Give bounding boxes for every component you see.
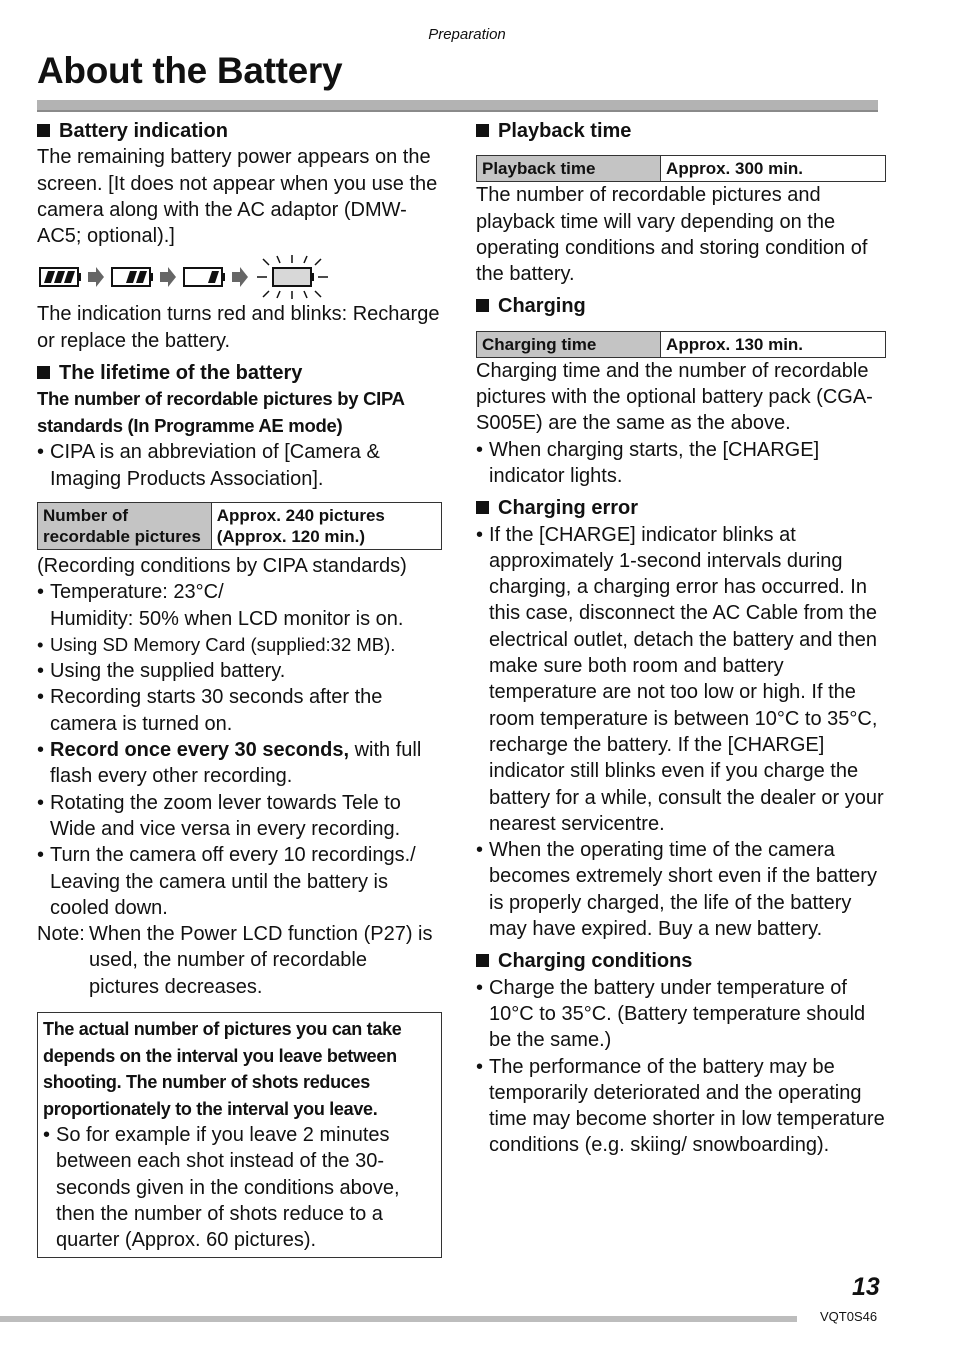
list-item: • Rotating the zoom lever towards Tele to Wide and vice versa in every recording. bbox=[37, 790, 442, 843]
interval-notice-heading: The actual number of pictures you can take depends on the interval you leave between shooting. The number of shots reduces proportionately to the interval you leave. bbox=[43, 1019, 402, 1119]
playback-time-section bbox=[476, 118, 886, 287]
playback-time-table bbox=[476, 155, 886, 182]
recording-conditions-intro: (Recording conditions by CIPA standards) bbox=[37, 554, 407, 577]
footer-rule bbox=[0, 1316, 797, 1322]
list-item: • CIPA is an abbreviation of [Camera & Imaging Products Association]. bbox=[37, 439, 442, 492]
charging-error-list bbox=[476, 522, 886, 943]
list-item: • So for example if you leave 2 minutes between each shot instead of the 30-seconds given in the conditions above, then the number of shots reduce to a quarter (Approx. 60 pictures). bbox=[43, 1122, 436, 1253]
list-item: • When charging starts, the [CHARGE] indicator lights. bbox=[476, 437, 886, 490]
section-label: Preparation bbox=[428, 26, 506, 43]
playback-time-heading: Playback time bbox=[476, 118, 886, 144]
list-item: • Record once every 30 seconds, with full flash every other recording. bbox=[37, 737, 442, 790]
charging-conditions-section bbox=[476, 948, 886, 1158]
list-item: • Turn the camera off every 10 recordings./ Leaving the camera until the battery is cooled down. bbox=[37, 842, 442, 921]
interval-notice-box bbox=[37, 1012, 442, 1257]
cipa-subheading: The number of recordable pictures by CIPA standards (In Programme AE mode) bbox=[37, 388, 405, 436]
battery-two-thirds-icon bbox=[112, 268, 153, 286]
arrow-right-icon bbox=[232, 267, 248, 287]
battery-indication-section bbox=[37, 118, 442, 354]
table-row bbox=[477, 331, 886, 357]
charging-text: Charging time and the number of recordable pictures with the optional battery pack (CGA-S005E) are the same as the above. bbox=[476, 359, 873, 435]
page-number: 13 bbox=[852, 1273, 880, 1301]
table-key-cell: Playback time bbox=[477, 156, 661, 182]
recording-conditions-list bbox=[37, 579, 442, 921]
battery-sequence-graphic bbox=[37, 253, 337, 301]
table-value-cell: Approx. 240 pictures (Approx. 120 min.) bbox=[211, 502, 441, 549]
battery-level-sequence bbox=[37, 253, 442, 301]
table-value-cell: Approx. 300 min. bbox=[661, 156, 886, 182]
list-item: • Charge the battery under temperature of 10°C to 35°C. (Battery temperature should be the same.) bbox=[476, 975, 886, 1054]
battery-lifetime-heading: The lifetime of the battery bbox=[37, 360, 442, 386]
cipa-note-list bbox=[37, 439, 442, 492]
square-bullet-icon bbox=[476, 124, 489, 137]
battery-empty-blinking-icon bbox=[257, 255, 328, 299]
battery-one-third-icon bbox=[184, 268, 225, 286]
arrow-right-icon bbox=[88, 267, 104, 287]
list-item: • Using SD Memory Card (supplied:32 MB). bbox=[37, 632, 442, 658]
charging-heading: Charging bbox=[476, 293, 886, 319]
battery-lifetime-section bbox=[37, 360, 442, 1000]
page-title: About the Battery bbox=[37, 50, 343, 91]
list-item: • Recording starts 30 seconds after the camera is turned on. bbox=[37, 684, 442, 737]
list-item: • If the [CHARGE] indicator blinks at approximately 1-second intervals during charging, a charging error has occurred. In this case, disconnect the AC Cable from the electrical outlet, detach the battery and then make sure both room and battery temperature are not too low or high. If the room temperature is between 10°C to 35°C, recharge the battery. If the [CHARGE] indicator still blinks even if you charge the battery for a while, consult the dealer or your nearest servicentre. bbox=[476, 522, 886, 838]
square-bullet-icon bbox=[476, 954, 489, 967]
list-item: • Temperature: 23°C/ Humidity: 50% when LCD monitor is on. bbox=[37, 579, 442, 632]
charging-conditions-heading: Charging conditions bbox=[476, 948, 886, 974]
charging-list bbox=[476, 437, 886, 490]
title-rule bbox=[37, 100, 878, 112]
charging-section bbox=[476, 293, 886, 489]
list-item: • Using the supplied battery. bbox=[37, 658, 442, 684]
left-column bbox=[37, 118, 442, 1258]
table-row bbox=[38, 502, 442, 549]
square-bullet-icon bbox=[476, 501, 489, 514]
power-lcd-note bbox=[37, 921, 442, 1000]
table-key-cell: Number of recordable pictures bbox=[38, 502, 212, 549]
list-item: • When the operating time of the camera becomes extremely short even if the battery is properly charged, the life of the battery may have expired. Buy a new battery. bbox=[476, 837, 886, 942]
list-item: • The performance of the battery may be temporarily deteriorated and the operating time may become shorter in low temperature conditions (e.g. skiing/ snowboarding). bbox=[476, 1054, 886, 1159]
playback-time-text: The number of recordable pictures and playback time will vary depending on the operating conditions and storing condition of the battery. bbox=[476, 184, 868, 286]
charging-error-heading: Charging error bbox=[476, 495, 886, 521]
note-text: When the Power LCD function (P27) is used, the number of recordable pictures decreases. bbox=[89, 923, 433, 998]
square-bullet-icon bbox=[476, 299, 489, 312]
table-value-cell: Approx. 130 min. bbox=[661, 331, 886, 357]
battery-indication-heading: Battery indication bbox=[37, 118, 442, 144]
interval-notice-list bbox=[43, 1122, 436, 1253]
document-code: VQT0S46 bbox=[820, 1309, 878, 1324]
charging-error-section bbox=[476, 495, 886, 942]
battery-indication-warning: The indication turns red and blinks: Recharge or replace the battery. bbox=[37, 303, 440, 352]
charging-time-table bbox=[476, 331, 886, 358]
recordable-pictures-table bbox=[37, 502, 442, 550]
note-label: Note: bbox=[37, 923, 85, 946]
battery-full-icon bbox=[40, 268, 81, 286]
table-row bbox=[477, 156, 886, 182]
table-key-cell: Charging time bbox=[477, 331, 661, 357]
square-bullet-icon bbox=[37, 366, 50, 379]
arrow-right-icon bbox=[160, 267, 176, 287]
right-column bbox=[476, 118, 886, 1159]
square-bullet-icon bbox=[37, 124, 50, 137]
charging-conditions-list bbox=[476, 975, 886, 1159]
battery-indication-text: The remaining battery power appears on the screen. [It does not appear when you use the camera along with the AC adaptor (DMW-AC5; optional).] bbox=[37, 146, 438, 248]
